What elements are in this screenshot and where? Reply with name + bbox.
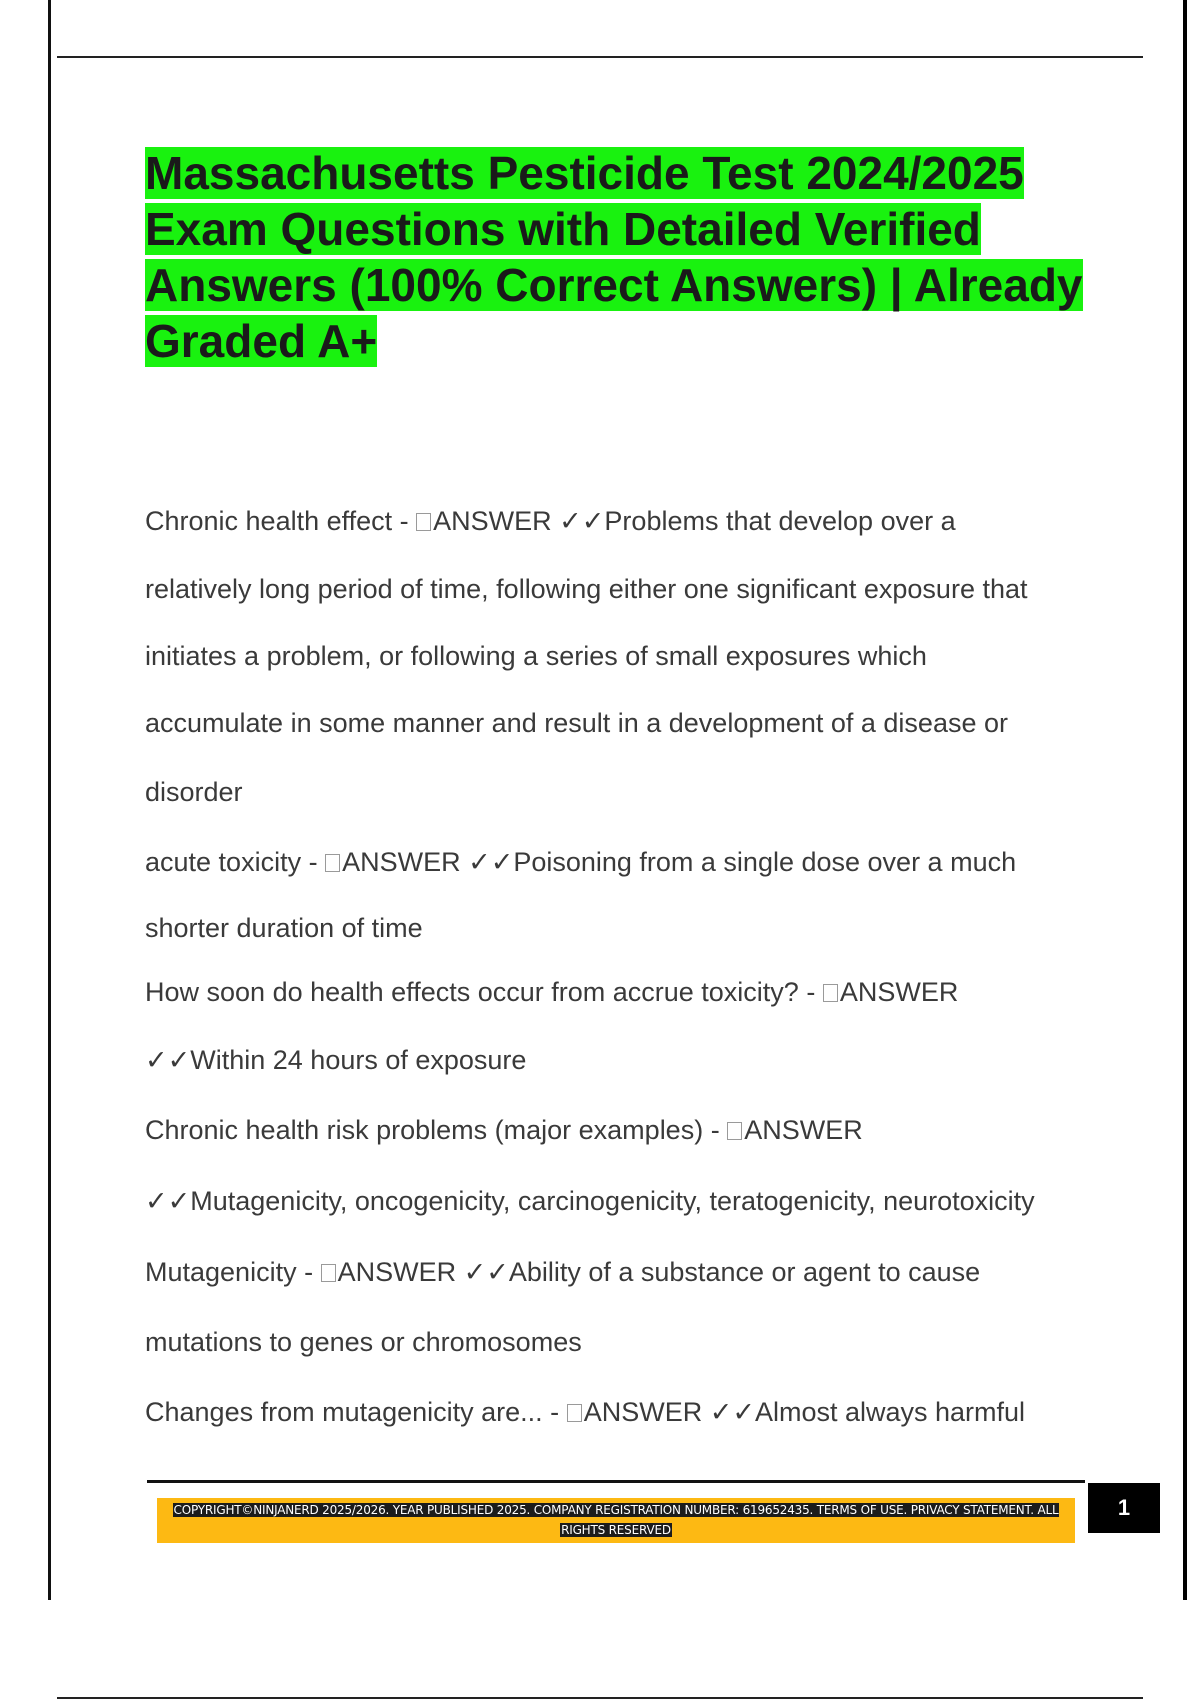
answer-text: Mutagenicity, oncogenicity, carcinogenicity, teratogenicity, neurotoxicity — [190, 1186, 1035, 1216]
answer-text: Within 24 hours of exposure — [190, 1045, 527, 1075]
qa-entry — [145, 827, 1105, 959]
qa-list — [145, 486, 1105, 1447]
qa-line — [145, 1165, 1105, 1237]
qa-entry — [145, 959, 1105, 1095]
qa-line — [145, 486, 1105, 556]
check-marks: ✓✓ — [551, 506, 605, 536]
footer-rule — [147, 1480, 1085, 1483]
answer-text: Poisoning from a single dose over a much — [513, 847, 1017, 877]
qa-line — [145, 1025, 1105, 1095]
qa-line — [145, 1307, 1105, 1377]
qa-line — [145, 1377, 1105, 1447]
page-border-right — [1183, 0, 1187, 1600]
question-text: Chronic health effect - — [145, 506, 417, 536]
answer-marker: ANSWER — [839, 977, 959, 1007]
qa-line — [145, 623, 1105, 690]
copyright-notice — [168, 1500, 1064, 1540]
copyright-text: COPYRIGHT©NINJANERD 2025/2026. YEAR PUBLISHED 2025. COMPANY REGISTRATION NUMBER: 619652435. TERMS OF USE. PRIVACY STATEMENT. ALL RIGHTS RESERVED — [173, 1503, 1059, 1537]
answer-text: Ability of a substance or agent to cause — [508, 1257, 981, 1287]
qa-line — [145, 690, 1105, 757]
document-title-text: Massachusetts Pesticide Test 2024/2025 Exam Questions with Detailed Verified Answers (100% Correct Answers) | Already Graded A+ — [145, 147, 1083, 367]
answer-marker: ANSWER — [744, 1115, 863, 1145]
qa-line — [145, 556, 1105, 623]
answer-text: initiates a problem, or following a series of small exposures which — [145, 641, 927, 671]
answer-text: accumulate in some manner and result in a development of a disease or — [145, 708, 1008, 738]
qa-line — [145, 897, 1105, 959]
qa-entry — [145, 1095, 1105, 1237]
next-page-rule — [57, 1697, 1143, 1699]
qa-entry — [145, 1237, 1105, 1377]
answer-text: Problems that develop over a — [604, 506, 956, 536]
header-rule — [57, 56, 1143, 58]
qa-line — [145, 1095, 1105, 1165]
check-marks: ✓✓ — [145, 1045, 191, 1075]
missing-glyph-icon — [325, 854, 340, 872]
page-number: 1 — [1088, 1483, 1160, 1533]
answer-text: disorder — [145, 777, 243, 807]
missing-glyph-icon — [416, 513, 431, 531]
missing-glyph-icon — [823, 984, 838, 1002]
check-marks: ✓✓ — [145, 1186, 191, 1216]
answer-marker: ANSWER — [337, 1257, 457, 1287]
qa-line — [145, 757, 1105, 827]
check-marks: ✓✓ — [456, 1257, 509, 1287]
qa-entry — [145, 1377, 1105, 1447]
question-text: acute toxicity - — [145, 847, 326, 877]
answer-marker: ANSWER — [433, 506, 552, 536]
question-text: Chronic health risk problems (major examples) - — [145, 1115, 728, 1145]
answer-text: relatively long period of time, following either one significant exposure that — [145, 574, 1028, 604]
answer-text: mutations to genes or chromosomes — [145, 1327, 582, 1357]
missing-glyph-icon — [567, 1404, 582, 1422]
answer-text: Almost always harmful — [754, 1397, 1026, 1427]
qa-line — [145, 959, 1105, 1025]
qa-line — [145, 827, 1105, 897]
document-title — [145, 145, 1095, 369]
question-text: Changes from mutagenicity are... - — [145, 1397, 567, 1427]
page-border-left — [48, 0, 51, 1600]
check-marks: ✓✓ — [460, 847, 514, 877]
question-text: Mutagenicity - — [145, 1257, 321, 1287]
check-marks: ✓✓ — [702, 1397, 755, 1427]
qa-entry — [145, 486, 1105, 827]
qa-line — [145, 1237, 1105, 1307]
answer-marker: ANSWER — [583, 1397, 703, 1427]
answer-text: shorter duration of time — [145, 913, 423, 943]
answer-marker: ANSWER — [342, 847, 461, 877]
missing-glyph-icon — [321, 1264, 336, 1282]
missing-glyph-icon — [727, 1122, 742, 1140]
question-text: How soon do health effects occur from accrue toxicity? - — [145, 977, 823, 1007]
